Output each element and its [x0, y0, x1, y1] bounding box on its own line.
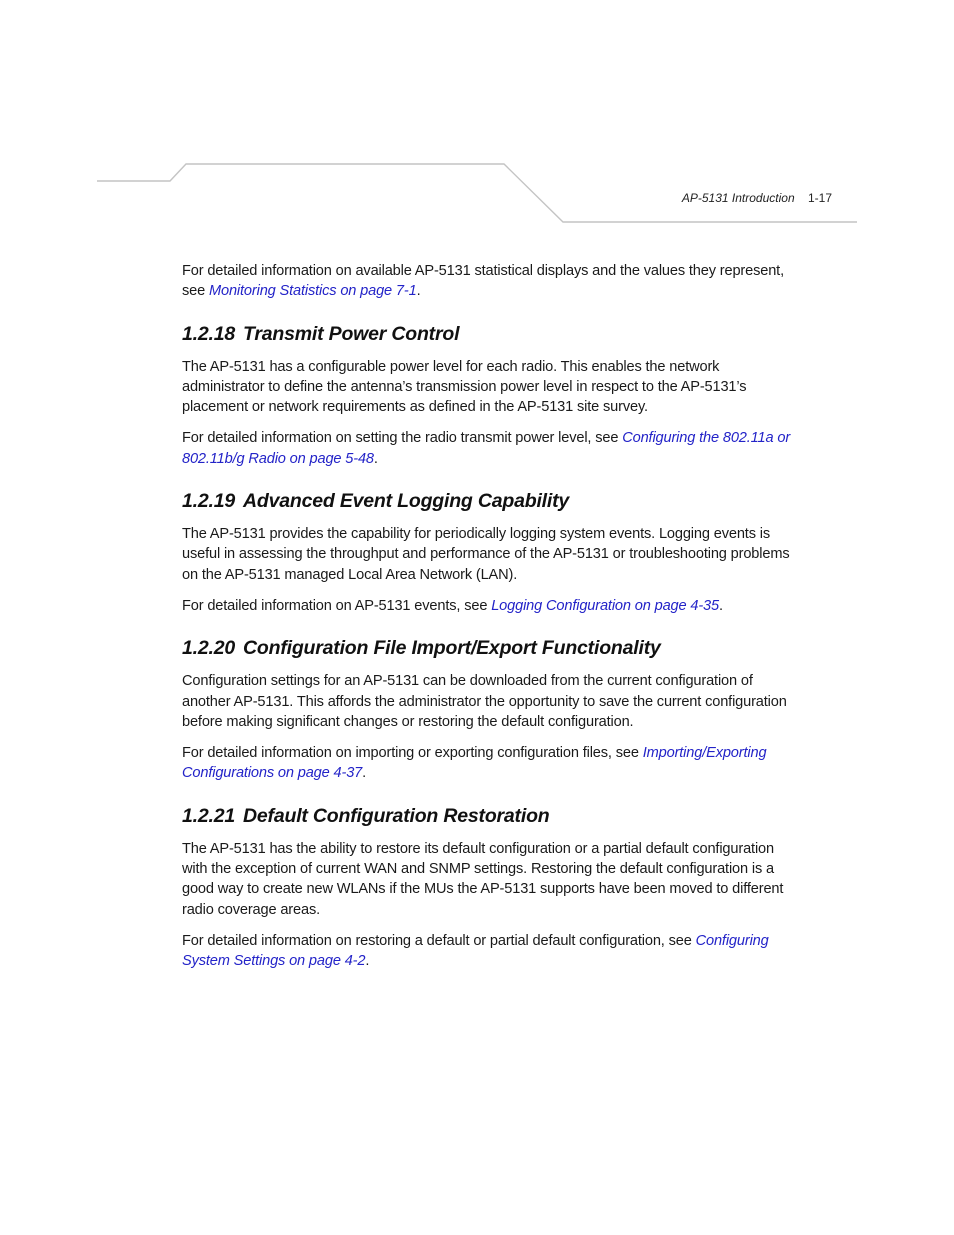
section-reference — [182, 596, 802, 616]
section-body: The AP-5131 has the ability to restore its default configuration or a partial default configuration with the exception of current WAN and SNMP settings. Restoring the default configuration is a good way to create new WLANs if the MUs the AP-5131 supports have been moved to different radio coverage areas. — [182, 840, 784, 918]
reference-end: . — [718, 597, 723, 614]
link-importing-exporting[interactable]: Importing/Exporting Configurations on page 4-37 — [182, 745, 767, 782]
running-header — [682, 191, 832, 205]
section-number: 1.2.18 — [182, 322, 236, 345]
section-body: The AP-5131 provides the capability for periodically logging system events. Logging events is useful in assessing the throughput and performance of the AP-5131 or troubleshooting problems on the AP-5131 managed Local Area Network (LAN). — [182, 526, 790, 583]
section-reference — [182, 743, 802, 784]
reference-text: For detailed information on AP-5131 events, see — [182, 597, 492, 614]
section-heading-event-logging — [182, 489, 802, 513]
intro-paragraph — [182, 261, 802, 302]
link-configuring-system-settings[interactable]: Configuring System Settings on page 4-2 — [182, 932, 769, 970]
section-number: 1.2.19 — [182, 490, 236, 513]
reference-end: . — [362, 765, 367, 782]
section-reference — [182, 931, 802, 972]
section-heading-default-restoration — [182, 804, 802, 828]
section-heading-config-import-export — [182, 636, 802, 660]
section-body: Configuration settings for an AP-5131 can be downloaded from the current configuration of another AP-5131. This affords the administrator the opportunity to save the current configuration before making significant changes or restoring the default configuration. — [182, 673, 787, 730]
section-title: Default Configuration Restoration — [243, 804, 550, 827]
section-body: The AP-5131 has a configurable power level for each radio. This enables the network administrator to define the antenna’s transmission power level in respect to the AP-5131’s placement or network requirements as defined in the AP-5131 site survey. — [182, 358, 747, 416]
reference-text: For detailed information on restoring a default or partial default configuration, see — [182, 932, 696, 949]
running-header-title: AP-5131 Introduction — [681, 191, 795, 205]
reference-text: For detailed information on setting the radio transmit power level, see — [182, 430, 623, 447]
link-logging-configuration[interactable]: Logging Configuration on page 4-35 — [491, 597, 719, 614]
page-number: 1-17 — [807, 191, 832, 205]
page-content — [182, 261, 802, 983]
link-monitoring-statistics[interactable]: Monitoring Statistics on page 7-1 — [208, 283, 417, 300]
link-configuring-radio[interactable]: Configuring the 802.11a or 802.11b/g Radio on page 5-48 — [182, 430, 791, 467]
reference-text: For detailed information on importing or exporting configuration files, see — [182, 745, 643, 762]
section-heading-transmit-power — [182, 322, 802, 346]
reference-end: . — [365, 953, 370, 970]
section-number: 1.2.21 — [182, 804, 236, 827]
section-title: Transmit Power Control — [243, 322, 460, 345]
section-reference — [182, 428, 802, 469]
section-title: Configuration File Import/Export Functionality — [243, 637, 661, 660]
intro-end: . — [416, 283, 421, 300]
reference-end: . — [373, 450, 378, 467]
section-title: Advanced Event Logging Capability — [243, 490, 570, 513]
intro-text: For detailed information on available AP-5131 statistical displays and the values they represent, see — [182, 263, 784, 300]
section-number: 1.2.20 — [182, 637, 236, 660]
